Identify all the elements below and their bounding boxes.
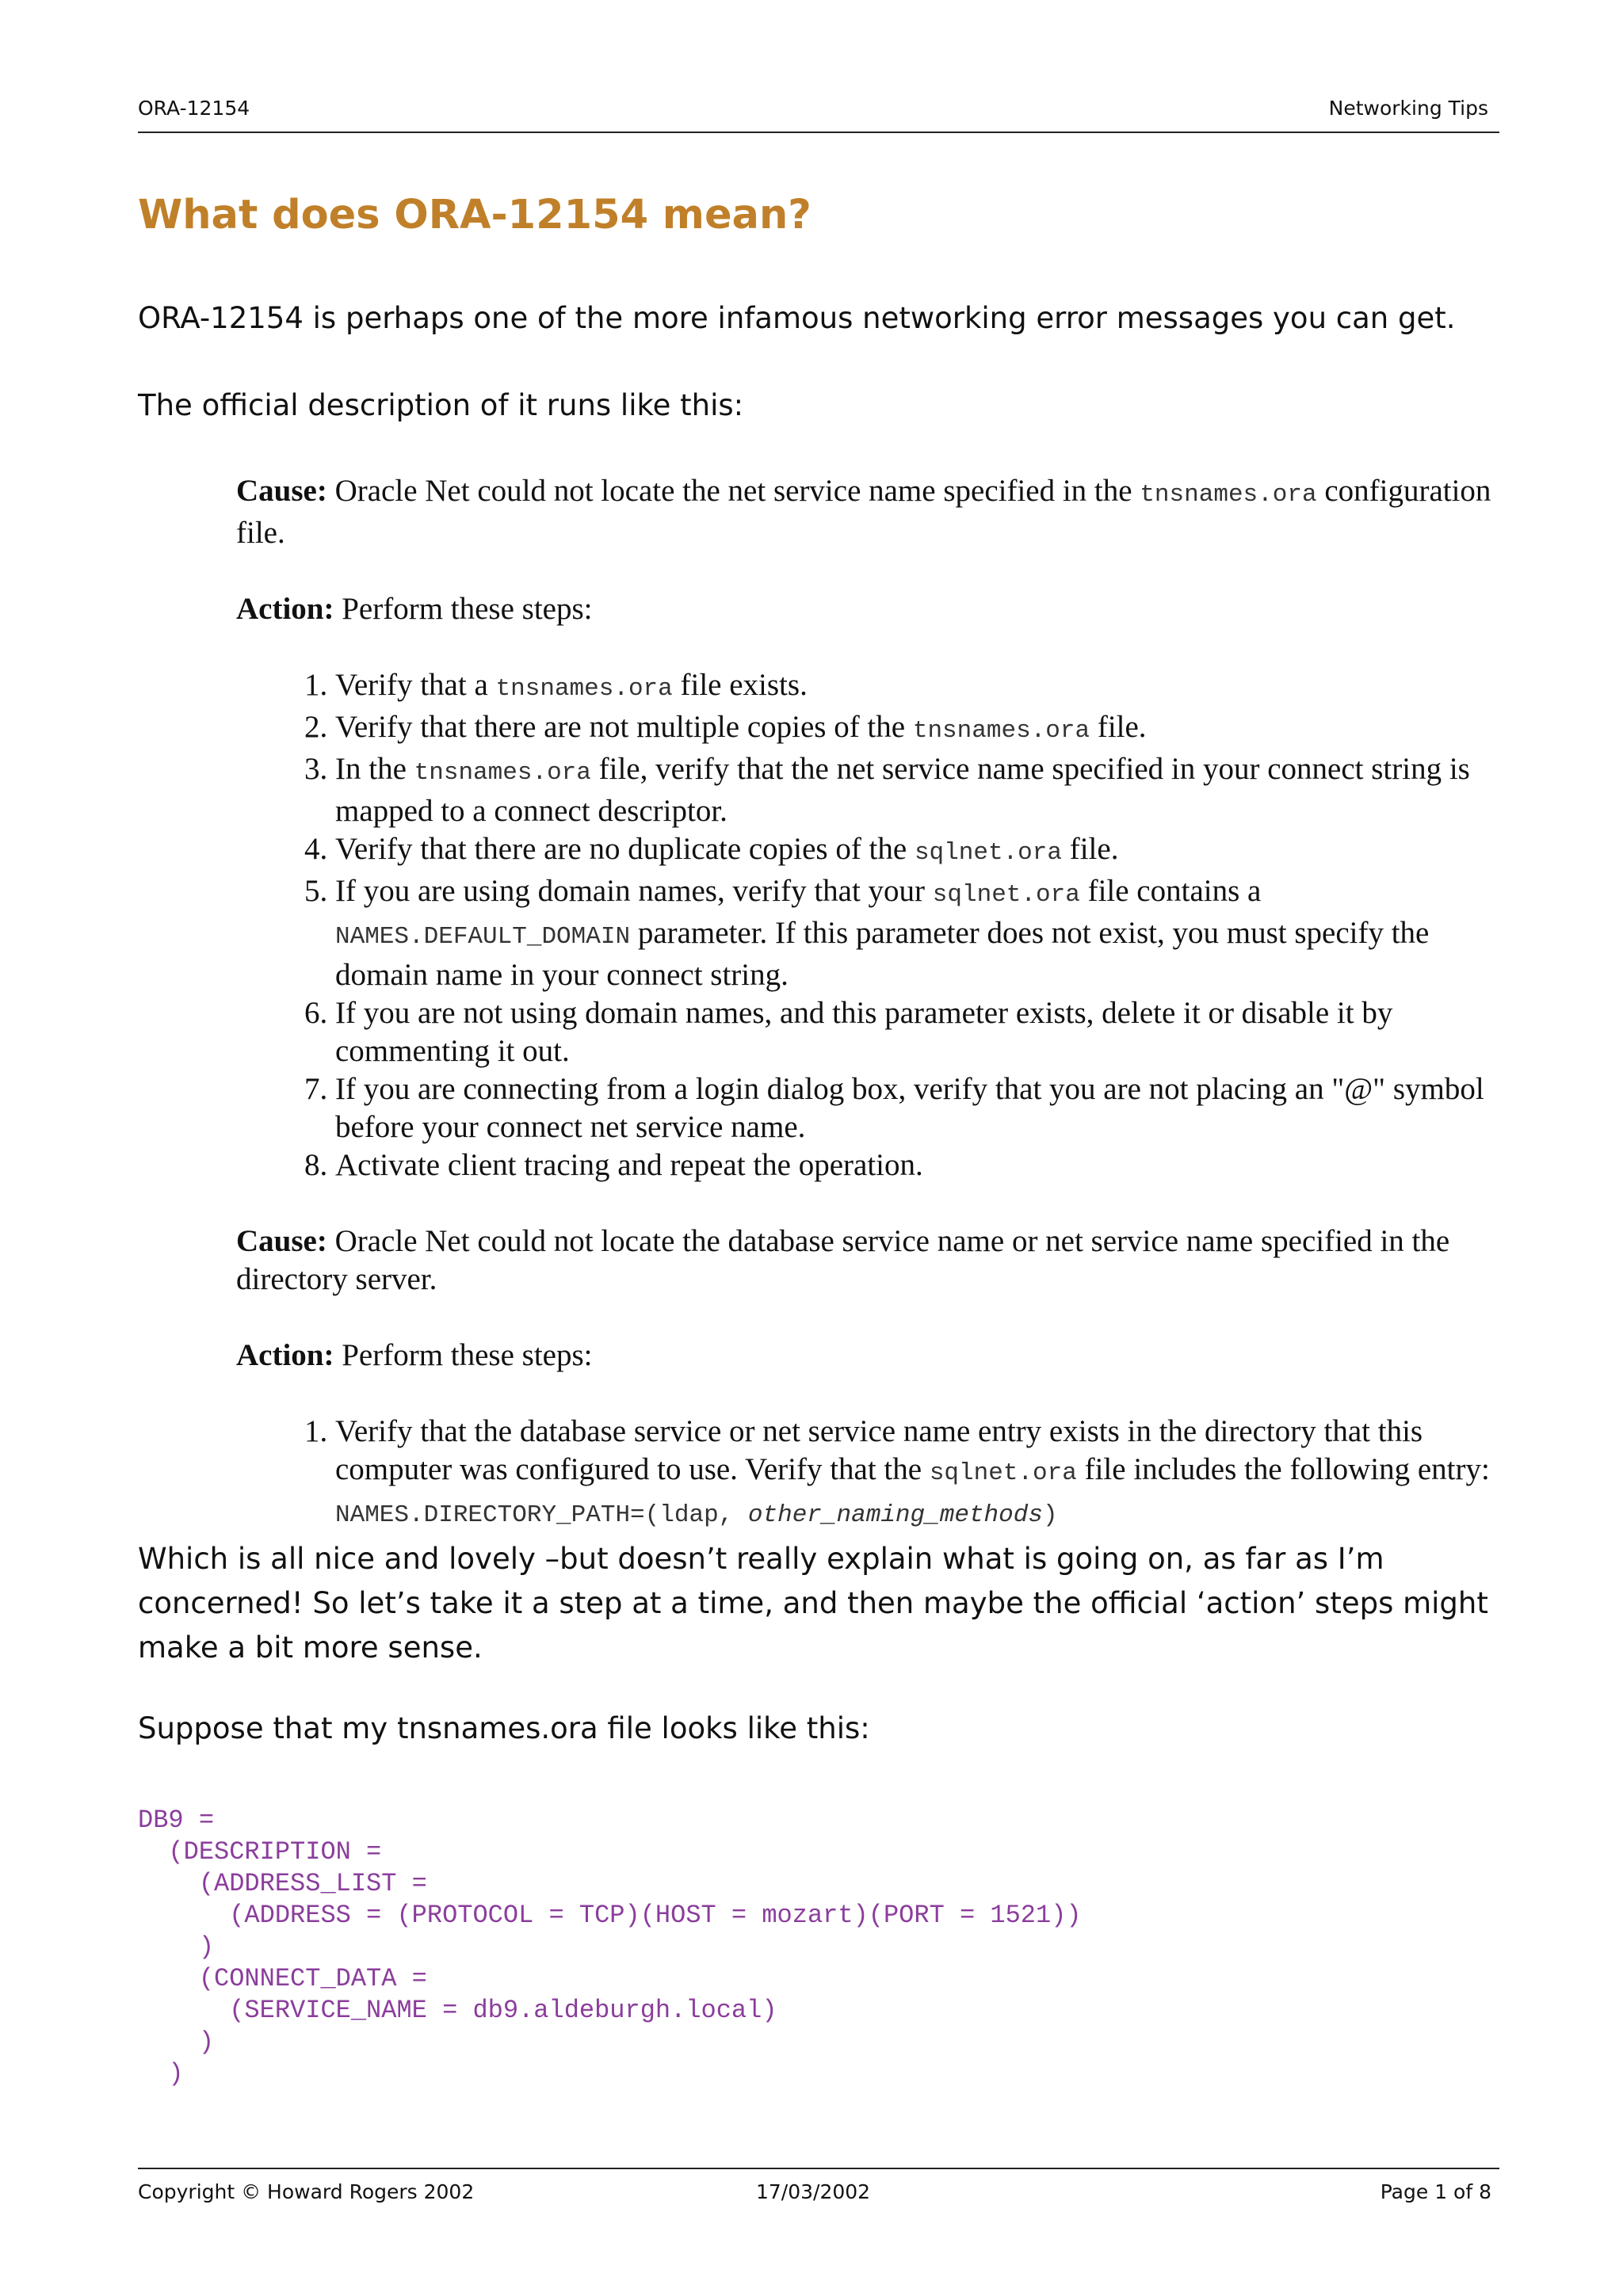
cause-2-text: Oracle Net could not locate the database service name or net service name specified in the directory server. xyxy=(236,1224,1450,1296)
list-item: 1. Verify that a tnsnames.ora file exists. xyxy=(335,666,1496,708)
page-footer xyxy=(138,2168,1499,2203)
header-left: ORA-12154 xyxy=(138,97,250,120)
intro-paragraph: ORA-12154 is perhaps one of the more infamous networking error messages you can get. xyxy=(138,301,1456,335)
action-2-text: Perform these steps: xyxy=(334,1338,593,1372)
list-item: 2. Verify that there are not multiple copies of the tnsnames.ora file. xyxy=(335,708,1496,750)
list-item: 1. Verify that the database service or net service name entry exists in the directory that this computer was configured to use. Verify that the sqlnet.ora file includes the following entry: NAMES.DIRECTORY_PATH=(ldap, other_naming_methods) xyxy=(335,1413,1496,1535)
commentary-paragraph: Which is all nice and lovely –but doesn’t really explain what is going on, as far as I’m concerned! So let’s take it a step at a time, and then maybe the official ‘action’ steps might make a bit more sense. xyxy=(138,1542,1488,1665)
list-item: 3. In the tnsnames.ora file, verify that the net service name specified in your connect string is mapped to a connect descriptor. xyxy=(335,750,1496,830)
steps-list-1 xyxy=(236,666,1496,1184)
list-item: 8. Activate client tracing and repeat the operation. xyxy=(335,1146,1496,1184)
page-title: What does ORA-12154 mean? xyxy=(138,192,812,238)
action-1-text: Perform these steps: xyxy=(334,592,593,626)
cause-1-code: tnsnames.ora xyxy=(1140,481,1317,509)
lead-paragraph: The official description of it runs like this: xyxy=(138,388,744,422)
cause-2-label: Cause: xyxy=(236,1224,327,1258)
example-intro-paragraph: Suppose that my tnsnames.ora file looks like this: xyxy=(138,1711,870,1745)
cause-1-label: Cause: xyxy=(236,474,327,508)
action-2-label: Action: xyxy=(236,1338,334,1372)
footer-copyright: Copyright © Howard Rogers 2002 xyxy=(138,2180,475,2203)
cause-1-text-a: Oracle Net could not locate the net service name specified in the xyxy=(327,474,1140,508)
footer-date: 17/03/2002 xyxy=(756,2180,871,2203)
list-item: 5. If you are using domain names, verify that your sqlnet.ora file contains a NAMES.DEFAULT_DOMAIN parameter. If this parameter does not exist, you must specify the domain name in your connect string. xyxy=(335,872,1496,994)
action-2 xyxy=(236,1337,1496,1375)
cause-1-text-b: configuration file. xyxy=(236,474,1491,550)
list-item: 6. If you are not using domain names, and this parameter exists, delete it or disable it by commenting it out. xyxy=(335,994,1496,1070)
tnsnames-code-block: DB9 = (DESCRIPTION = (ADDRESS_LIST = (ADDRESS = (PROTOCOL = TCP)(HOST = mozart)(PORT = 1521)) ) (CONNECT_DATA = (SERVICE_NAME = db9.aldeburgh.local) ) ) xyxy=(138,1806,1082,2088)
cause-2 xyxy=(236,1222,1496,1299)
cause-1 xyxy=(236,472,1496,552)
official-description xyxy=(236,472,1496,1535)
header-right: Networking Tips xyxy=(1328,97,1488,120)
steps-list-2 xyxy=(236,1413,1496,1535)
list-item: 7. If you are connecting from a login dialog box, verify that you are not placing an "@" symbol before your connect net service name. xyxy=(335,1070,1496,1146)
action-1-label: Action: xyxy=(236,592,334,626)
action-1 xyxy=(236,590,1496,628)
list-item: 4. Verify that there are no duplicate copies of the sqlnet.ora file. xyxy=(335,830,1496,872)
footer-page-number: Page 1 of 8 xyxy=(1380,2180,1491,2203)
page-header xyxy=(138,97,1499,133)
